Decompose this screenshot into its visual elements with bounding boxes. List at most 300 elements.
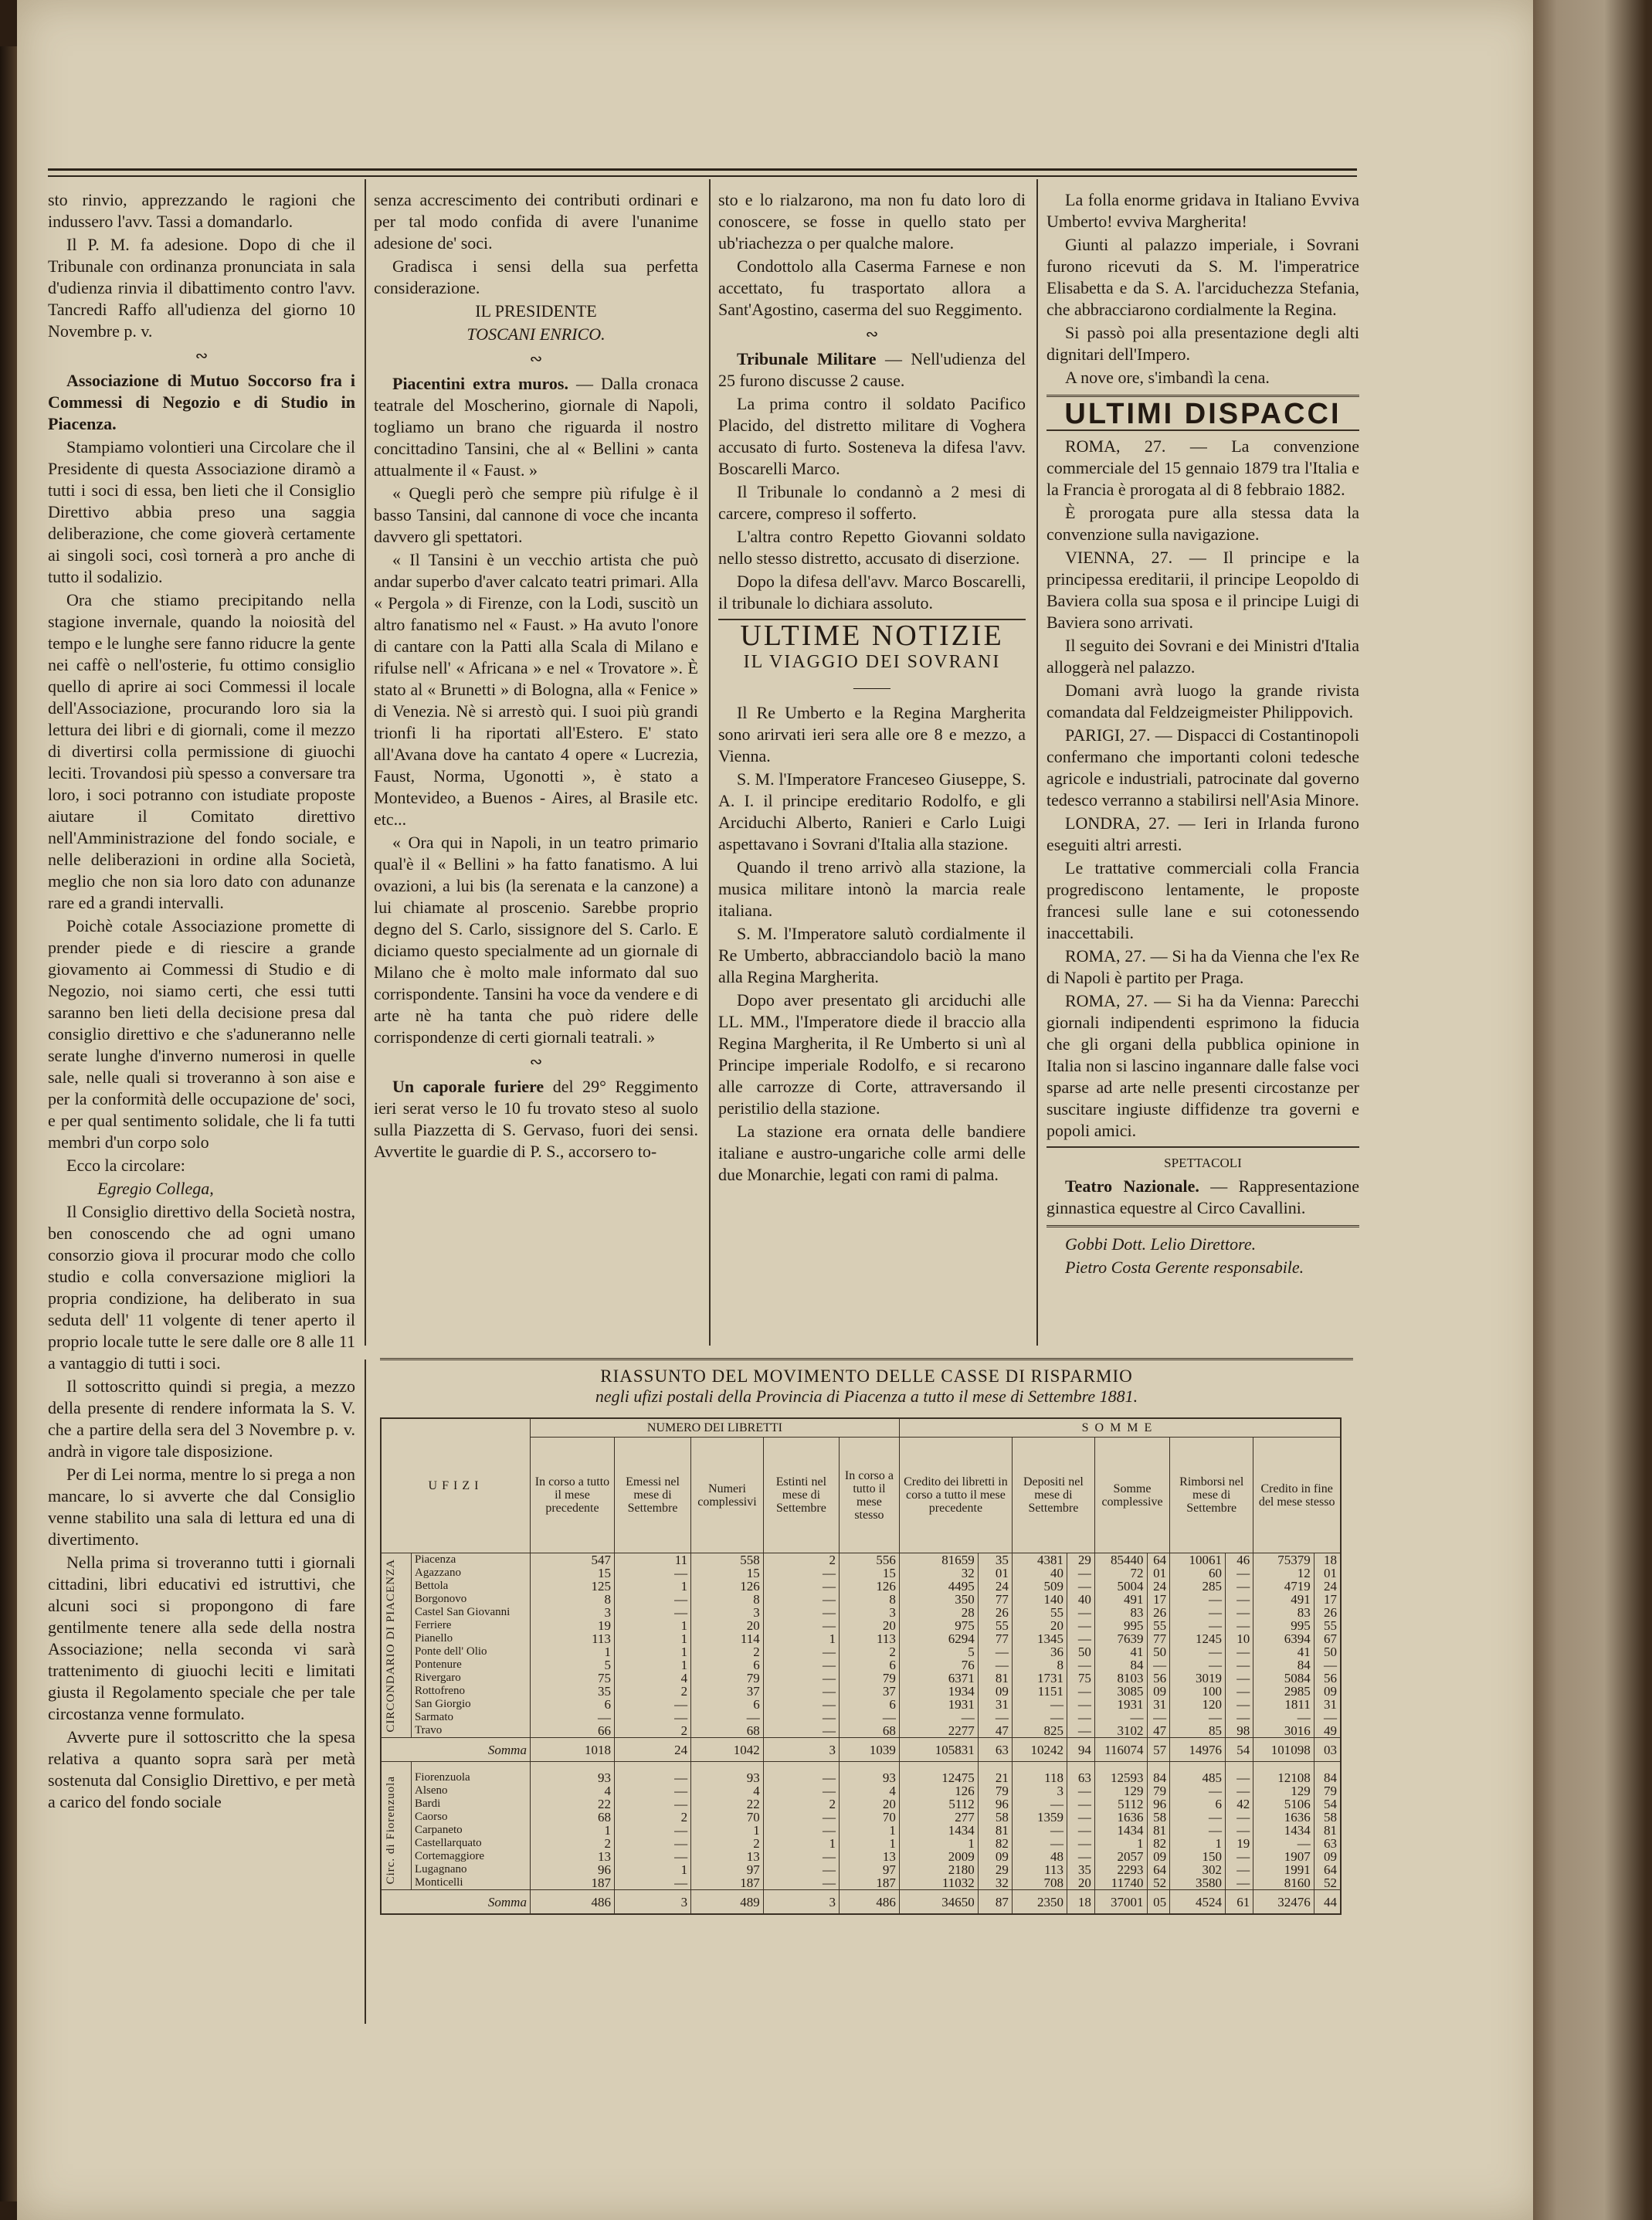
table-cell: 558 [691,1553,764,1567]
table-row [381,1811,1341,1824]
table-cell: 1 [691,1824,764,1837]
office-name: San Giorgio [412,1698,531,1711]
table-cell: 7639 [1094,1632,1147,1645]
table-cell: 8 [691,1593,764,1606]
somma-cell: 1039 [839,1738,899,1762]
table-cell: 1 [614,1619,690,1632]
table-cell: 13 [530,1850,614,1863]
somma-cell: 54 [1226,1738,1253,1762]
table-cell: — [1067,1850,1094,1863]
office-name: Piacenza [412,1553,531,1567]
table-cell: — [978,1645,1012,1658]
table-row [381,1876,1341,1890]
district-label-text: Circ. di Fiorenzuola [385,1776,397,1885]
ornament: ∾ [865,326,879,343]
table-cell: — [614,1567,690,1580]
table-cell: — [1170,1645,1226,1658]
paragraph: Le trattative commerciali colla Francia progrediscono lentamente, le proposte francesi sulle lane e sui cotonessendo inaccettabili. [1046,858,1359,942]
table-cell: 1 [763,1632,839,1645]
paragraph: S. M. l'Imperatore salutò cordialmente il Re Umberto, abbracciandolo baciò la mano alla Regina Margherita. [718,924,1026,986]
table-cell: 09 [1314,1850,1341,1863]
paragraph: Condottolo alla Caserma Farnese e non accettato, fu trasportato allora a Sant'Agostino, caserma del suo Reggimento. [718,256,1026,319]
table-cell: — [1012,1711,1067,1724]
table-cell: 10061 [1170,1553,1226,1567]
table-cell: 3019 [1170,1672,1226,1685]
table-cell: 6 [530,1698,614,1711]
table-cell: 8160 [1253,1876,1314,1890]
column-2 [374,189,698,1164]
table-cell: 40 [1067,1593,1094,1606]
section-subheading: IL VIAGGIO DEI SOVRANI [743,652,1001,672]
table-cell: — [763,1711,839,1724]
column-rule-1b [365,1359,366,2024]
table-cell: 72 [1094,1567,1147,1580]
table-cell: — [614,1837,690,1850]
table-cell: 1 [839,1837,899,1850]
table-cell: 75 [1067,1672,1094,1685]
table-cell: 70 [691,1811,764,1824]
table-cell: 01 [1147,1567,1170,1580]
office-name: Caorso [412,1811,531,1824]
table-cell: 3 [1012,1784,1067,1797]
table-cell: 29 [978,1863,1012,1876]
table-cell: — [614,1698,690,1711]
table-cell: 15 [691,1567,764,1580]
table-cell: 52 [1147,1876,1170,1890]
table-cell: 491 [1253,1593,1314,1606]
table-cell: 76 [899,1658,978,1672]
table-cell: 118 [1012,1771,1067,1784]
paragraph: Il Consiglio direttivo della Società nostra, ben conoscendo che ad ogni umano consorzio giova il procurar modo che collo studio e colla conversazione migliori la propria condizione, ha deliberato in sua seduta dell' 11 volgente di tener aperto il proprio locale tutte le sere dalle ore 8 alle 11 a vantaggio di tutti i soci. [48,1202,355,1373]
table-cell: 35 [530,1685,614,1698]
table-cell: 22 [691,1797,764,1811]
table-row [381,1645,1341,1658]
paragraph: Stampiamo volontieri una Circolare che il Presidente di questa Associazione diramò a tutti i soci di essa, ben lieti che il Consiglio Direttivo abbia preso una saggia deliberazione, che come gioverà certamente ai singoli soci, così tornerà a pro anche di tutto il sodalizio. [48,437,355,586]
table-cell: 5084 [1253,1672,1314,1685]
table-cell: — [1226,1876,1253,1890]
table-row [381,1824,1341,1837]
somma-cell: 486 [839,1890,899,1915]
table-cell: — [1226,1784,1253,1797]
table-cell: — [763,1593,839,1606]
table-cell: 491 [1094,1593,1147,1606]
paragraph: ROMA, 27. — Si ha da Vienna che l'ex Re di Napoli è partito per Praga. [1046,946,1359,987]
table-cell: 1 [614,1658,690,1672]
spacer-cell [412,1762,531,1772]
table-row [381,1863,1341,1876]
somma-cell: 105831 [899,1738,978,1762]
table-cell: 58 [978,1811,1012,1824]
theatre-name: Teatro Nazionale. [1065,1176,1199,1196]
table-cell: — [1226,1619,1253,1632]
table-cell: 84 [1094,1658,1147,1672]
col-header: Somme complessive [1094,1438,1169,1553]
office-name: Pianello [412,1632,531,1645]
somma-cell: 57 [1147,1738,1170,1762]
table-cell: 150 [1170,1850,1226,1863]
table-row [381,1850,1341,1863]
table-row [381,1658,1341,1672]
somma-cell: 1042 [691,1738,764,1762]
table-cell: — [1170,1824,1226,1837]
section-heading: ULTIME NOTIZIE [740,619,1004,652]
office-name: Agazzano [412,1567,531,1580]
table-cell: — [1226,1711,1253,1724]
table-cell: — [1253,1711,1314,1724]
table-cell: — [1226,1824,1253,1837]
paragraph: La prima contro il soldato Pacifico Placido, del distretto militare di Voghera accusato di furto. Sosteneva la difesa l'avv. Boscarelli Marco. [718,394,1026,478]
somma-cell: 63 [978,1738,1012,1762]
table-cell: 1991 [1253,1863,1314,1876]
table-row [381,1724,1341,1738]
table-cell: 24 [1314,1580,1341,1593]
table-cell: — [614,1797,690,1811]
table-cell: — [1012,1837,1067,1850]
table-cell: 17 [1314,1593,1341,1606]
table-cell: 1931 [899,1698,978,1711]
col-header: Estinti nel mese di Settembre [763,1438,839,1553]
table-cell: 1 [1170,1837,1226,1850]
table-cell: 1434 [1094,1824,1147,1837]
paragraph: sto e lo rialzarono, ma non fu dato loro di conoscere, se fosse in quello stato per ub'riachezza o per qualche malore. [718,190,1026,253]
table-row [381,1672,1341,1685]
table-cell: — [763,1672,839,1685]
table-cell: 5112 [899,1797,978,1811]
somma-cell: 03 [1314,1738,1341,1762]
spettacoli-heading: SPETTACOLI [1164,1156,1242,1170]
table-cell: 509 [1012,1580,1067,1593]
district-label [381,1553,412,1738]
column-4 [1046,189,1359,1280]
office-name: Cortemaggiore [412,1850,531,1863]
table-cell: 2277 [899,1724,978,1738]
table-cell: 20 [1067,1876,1094,1890]
table-cell: 277 [899,1811,978,1824]
table-cell: 75379 [1253,1553,1314,1567]
table-cell: 21 [978,1771,1012,1784]
table-cell: — [1226,1850,1253,1863]
somma-cell: 37001 [1094,1890,1147,1915]
table-cell: 6 [839,1658,899,1672]
table-cell: 8 [530,1593,614,1606]
table-cell: — [1012,1824,1067,1837]
table-cell: — [1226,1863,1253,1876]
table-cell: 41 [1253,1645,1314,1658]
table-cell: 31 [978,1698,1012,1711]
paragraph: « Ora qui in Napoli, in un teatro primario qual'è il « Bellini » ha fatto fanatismo. A lui ovazioni, a lui bis (la serenata e la canzone) a lui chiamate al proscenio. Sarebbe proprio degno del S. Carlo, sissignore del S. Carlo. E diciamo questo specialmente ad un giornale di Milano che è molto male informato dal suo corrispondente. Tansini ha voce da vendere e di arte nè ha tanta che può ridere delle corrispondenze di certi giornali teatrali. » [374,833,698,1047]
table-cell: 49 [1314,1724,1341,1738]
paragraph: È prorogata pure alla stessa data la convenzione sulla navigazione. [1046,503,1359,544]
paragraph: Ora che stiamo precipitando nella stagione invernale, quando la noiosità del tempo e le lunghe sere fanno riducre la gente nei caffè o nell'osterie, fu ottimo consiglio quello di aprire ai soci Commessi il locale dell'Associazione, procurando loro sia la lettura dei libri e di giornali, come il mezzo di divertirsi colla permissione di giuochi leciti. Trovandosi più spesso a conversare tra loro, i soci potranno con istudiate proposte aiutare il Comitato direttivo nell'Amministrazione del fondo sociale, e nelle deliberazioni in ordine alla Società, meglio che non sia loro dato con adunanze rare ed a grandi intervalli. [48,590,355,912]
table-cell: — [614,1593,690,1606]
table-cell: 81 [1147,1824,1170,1837]
table-cell: — [614,1824,690,1837]
paragraph: — Rappresentazione ginnastica equestre al Circo Cavallini. [1046,1176,1359,1217]
table-cell: 18 [1314,1553,1341,1567]
table-cell: 5112 [1094,1797,1147,1811]
table-cell: 3085 [1094,1685,1147,1698]
table-cell: 1434 [1253,1824,1314,1837]
table-cell: 2 [839,1645,899,1658]
table-cell: 37 [691,1685,764,1698]
table-cell: 6 [691,1698,764,1711]
col-header: Rimborsi nel mese di Settembre [1170,1438,1253,1553]
table-cell: 83 [1253,1606,1314,1619]
table-cell: 187 [839,1876,899,1890]
somma-cell: 2350 [1012,1890,1067,1915]
table-cell: 29 [1067,1553,1094,1567]
table-row [381,1797,1341,1811]
table-cell: — [1067,1824,1094,1837]
somma-cell: 1018 [530,1738,614,1762]
table-cell: 63 [1067,1771,1094,1784]
table-cell: 26 [1147,1606,1170,1619]
office-name: Castel San Giovanni [412,1606,531,1619]
table-cell: 12593 [1094,1771,1147,1784]
table-cell: — [1067,1784,1094,1797]
table-cell: 32 [899,1567,978,1580]
table-cell: 6371 [899,1672,978,1685]
somma-cell: 05 [1147,1890,1170,1915]
table-cell: 77 [978,1632,1012,1645]
table-cell: 81 [978,1672,1012,1685]
table-cell: 5106 [1253,1797,1314,1811]
table-cell: 93 [839,1771,899,1784]
table-row [381,1619,1341,1632]
table-cell: 126 [839,1580,899,1593]
table-row [381,1567,1341,1580]
table-row [381,1711,1341,1724]
table-cell: 79 [839,1672,899,1685]
table-cell: — [763,1580,839,1593]
somma-cell: 101098 [1253,1738,1314,1762]
table-cell: 20 [1012,1619,1067,1632]
table-cell: 20 [839,1797,899,1811]
table-cell: 11740 [1094,1876,1147,1890]
table-cell: 82 [1147,1837,1170,1850]
table-cell: — [1226,1698,1253,1711]
table-cell: — [1067,1698,1094,1711]
table-cell: 35 [978,1553,1012,1567]
table-cell: 6 [839,1698,899,1711]
table-cell: 187 [691,1876,764,1890]
signature-title: IL PRESIDENTE [475,301,597,321]
table-cell: — [1170,1658,1226,1672]
table-cell: 995 [1094,1619,1147,1632]
table-cell: 79 [691,1672,764,1685]
table-cell: — [691,1711,764,1724]
table-cell: — [1170,1619,1226,1632]
table-cell: 66 [530,1724,614,1738]
table-cell: — [1226,1658,1253,1672]
table-cell: 350 [899,1593,978,1606]
table-cell: 75 [530,1672,614,1685]
office-name: Bettola [412,1580,531,1593]
table-cell: 2 [614,1724,690,1738]
table-cell: 24 [1147,1580,1170,1593]
table-cell: 11 [614,1553,690,1567]
table-cell: — [1094,1711,1147,1724]
office-name: Rivergaro [412,1672,531,1685]
table-cell: — [763,1567,839,1580]
table-cell: 13 [691,1850,764,1863]
divider [1046,1225,1359,1227]
table-cell: 32 [978,1876,1012,1890]
paragraph: Giunti al palazzo imperiale, i Sovrani furono ricevuti da S. M. l'imperatrice Elisabetta e da S. A. l'arciduchezza Stefania, che abbracciarono cordialmente la Regina. [1046,235,1359,319]
table-spacer [381,1762,1341,1772]
table-cell: 47 [1147,1724,1170,1738]
table-cell: 5 [530,1658,614,1672]
table-cell: 8103 [1094,1672,1147,1685]
table-row [381,1632,1341,1645]
table-title: RIASSUNTO DEL MOVIMENTO DELLE CASSE DI RISPARMIO [600,1366,1133,1386]
table-cell: — [1012,1797,1067,1811]
col-header: In corso a tutto il mese stesso [839,1438,899,1553]
table-cell: 70 [839,1811,899,1824]
somma-cell: 3 [614,1890,690,1915]
spacer-cell [381,1762,412,1772]
table-cell: — [1012,1698,1067,1711]
table-cell: — [1067,1606,1094,1619]
table-row [381,1837,1341,1850]
table-cell: — [763,1685,839,1698]
table-cell: 1 [1094,1837,1147,1850]
somma-cell: 24 [614,1738,690,1762]
table-cell: 60 [1170,1567,1226,1580]
table-cell: — [1314,1658,1341,1672]
office-name: Borgonovo [412,1593,531,1606]
table-cell: 975 [899,1619,978,1632]
table-cell: 52 [1314,1876,1341,1890]
table-cell: 125 [530,1580,614,1593]
table-cell: 1636 [1253,1811,1314,1824]
table-cell: 64 [1147,1863,1170,1876]
table-cell: 81 [978,1824,1012,1837]
table-cell: 09 [978,1850,1012,1863]
table-cell: 113 [839,1632,899,1645]
table-cell: 36 [1012,1645,1067,1658]
table-cell: 31 [1147,1698,1170,1711]
table-cell: — [1067,1685,1094,1698]
table-cell: 1434 [899,1824,978,1837]
somma-cell: 10242 [1012,1738,1067,1762]
table-cell: 4381 [1012,1553,1067,1567]
column-1 [48,189,355,1814]
divider [1046,1146,1359,1148]
table-cell: 26 [1314,1606,1341,1619]
director-line: Gobbi Dott. Lelio Direttore. [1065,1234,1257,1254]
office-name: Carpaneto [412,1824,531,1837]
table-cell: 56 [1147,1672,1170,1685]
table-cell: 31 [1314,1698,1341,1711]
table-cell: 68 [839,1724,899,1738]
table-cell: 63 [1314,1837,1341,1850]
header-somme: SOMME [899,1418,1341,1438]
table-cell: — [763,1606,839,1619]
table-row [381,1698,1341,1711]
table-cell: 55 [978,1619,1012,1632]
table-row [381,1593,1341,1606]
table-cell: 129 [1094,1784,1147,1797]
somma-cell: 87 [978,1890,1012,1915]
table-cell: 2 [763,1553,839,1567]
paragraph: senza accrescimento dei contributi ordinari e per tal modo confida di avere l'unanime adesione de' soci. [374,190,698,253]
table-row [381,1685,1341,1698]
table-cell: 12 [1253,1567,1314,1580]
somma-cell: 489 [691,1890,764,1915]
table-cell: 84 [1253,1658,1314,1672]
table-cell: 1931 [1094,1698,1147,1711]
column-rule-3 [1036,179,1038,1346]
paragraph: ROMA, 27. — Si ha da Vienna: Parecchi giornali indipendenti esprimono la fiducia che gli organi della pubblica opinione in Italia non si lascino ingannare dalle false voci sparse ad arte nelle presenti circostanze per suscitare ingiuste diffidenze tra governi e popoli amici. [1046,991,1359,1140]
table-cell: — [763,1619,839,1632]
table-cell: — [899,1711,978,1724]
table-cell: 4 [614,1672,690,1685]
table-cell: 1731 [1012,1672,1067,1685]
table-cell: 2 [691,1837,764,1850]
table-cell: 302 [1170,1863,1226,1876]
table-cell: 3016 [1253,1724,1314,1738]
table-cell: — [614,1771,690,1784]
table-cell: 54 [1314,1797,1341,1811]
table-cell: 77 [1147,1632,1170,1645]
table-cell: 55 [1314,1619,1341,1632]
table-cell: — [763,1784,839,1797]
table-cell: — [1147,1711,1170,1724]
table-cell: 93 [530,1771,614,1784]
table-cell: 77 [978,1593,1012,1606]
table-cell: 3 [839,1606,899,1619]
table-cell: 96 [1147,1797,1170,1811]
table-cell: — [978,1711,1012,1724]
table-cell: 120 [1170,1698,1226,1711]
table-cell: 2180 [899,1863,978,1876]
paragraph: LONDRA, 27. — Ieri in Irlanda furono eseguiti altri arresti. [1046,813,1359,854]
table-cell: 37 [839,1685,899,1698]
paragraph: VIENNA, 27. — Il principe e la principessa ereditarii, il principe Leopoldo di Baviera colla sua sposa e il principe Luigi di Baviera sono arrivati. [1046,548,1359,632]
table-cell: 10 [1226,1632,1253,1645]
table-cell: — [614,1850,690,1863]
table-cell: 96 [530,1863,614,1876]
table-cell: 4 [530,1784,614,1797]
table-cell: 09 [978,1685,1012,1698]
table-cell: 17 [1147,1593,1170,1606]
table-cell: — [1067,1632,1094,1645]
table-cell: 2009 [899,1850,978,1863]
paragraph: L'altra contro Repetto Giovanni soldato nello stesso distretto, accusato di diserzione. [718,527,1026,568]
table-cell: 22 [530,1797,614,1811]
table-cell: 6294 [899,1632,978,1645]
table-cell: 1 [614,1632,690,1645]
office-name: Rottofreno [412,1685,531,1698]
table-cell: — [614,1876,690,1890]
table-cell: 24 [978,1580,1012,1593]
table-cell: 67 [1314,1632,1341,1645]
table-cell: 113 [530,1632,614,1645]
paragraph: A nove ore, s'imbandì la cena. [1065,368,1270,387]
table-cell: 4719 [1253,1580,1314,1593]
book-spine [1533,0,1652,2220]
office-name: Bardi [412,1797,531,1811]
table-cell: 556 [839,1553,899,1567]
office-name: Sarmato [412,1711,531,1724]
table-cell: 09 [1147,1685,1170,1698]
table-cell: — [530,1711,614,1724]
table-cell: 81659 [899,1553,978,1567]
table-cell: 68 [691,1724,764,1738]
somma-cell: 4524 [1170,1890,1226,1915]
somma-cell: 3 [763,1738,839,1762]
